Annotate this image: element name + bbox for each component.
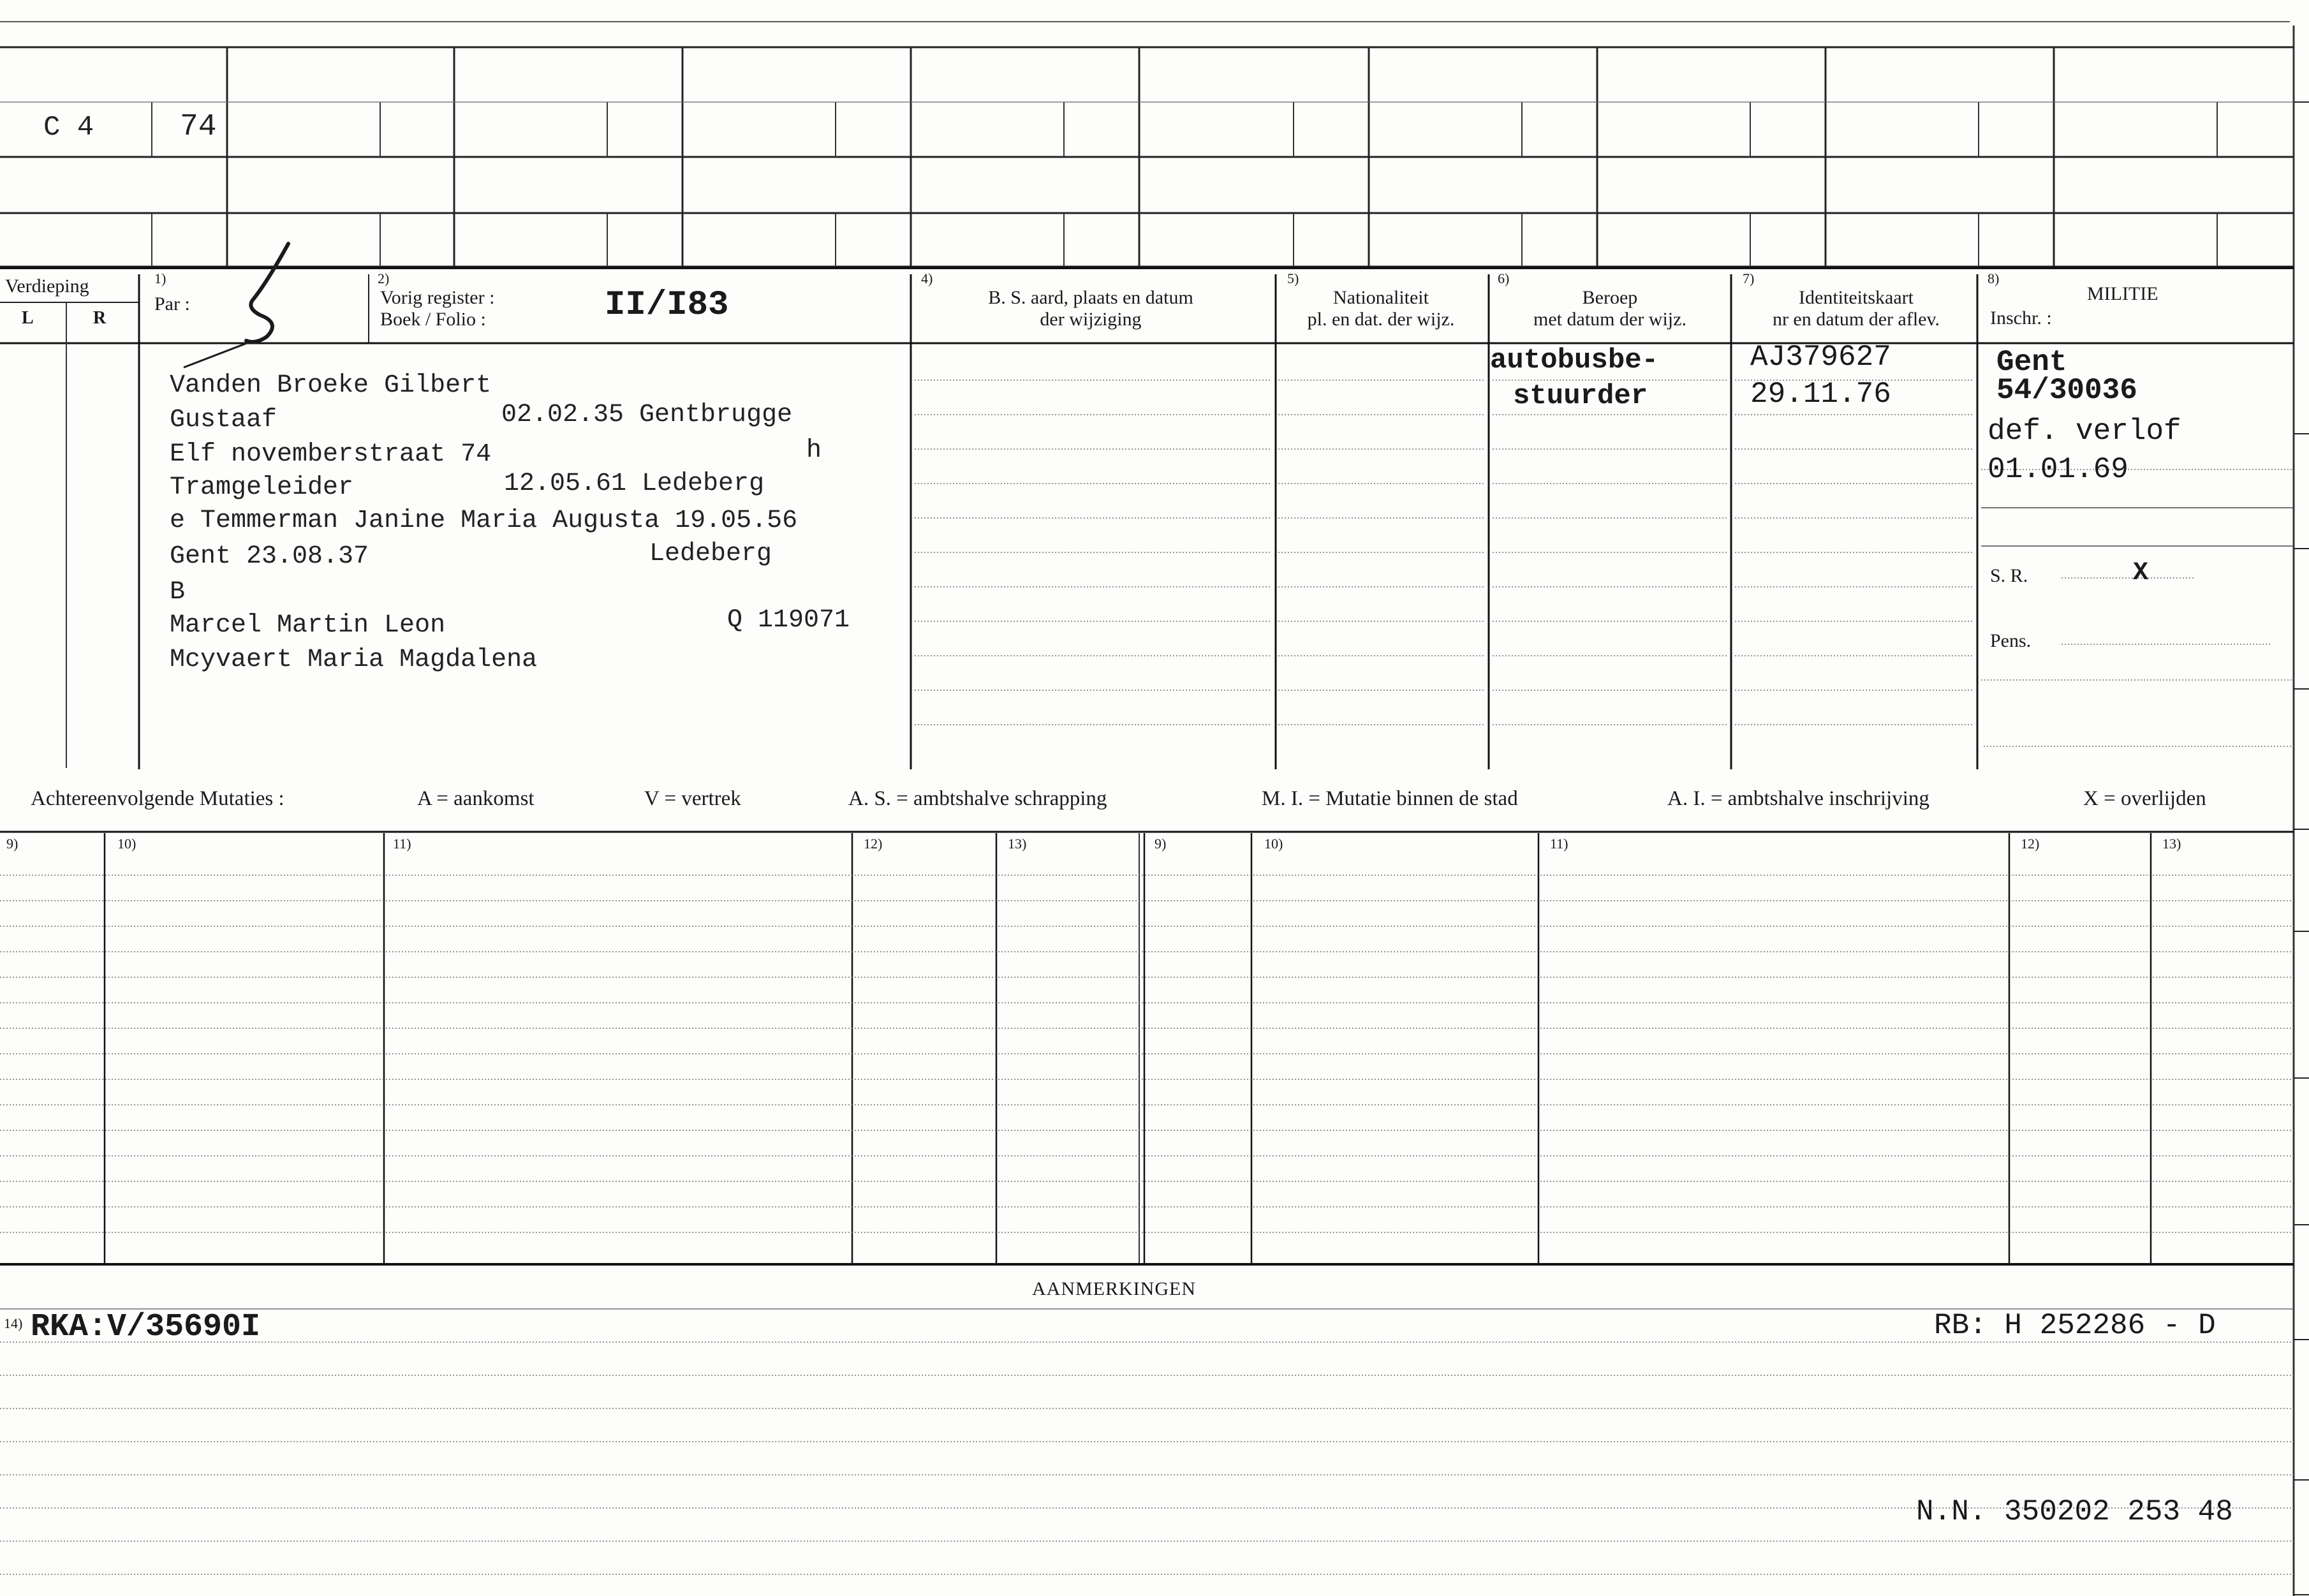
legend-schrapping: A. S. = ambtshalve schrapping bbox=[848, 787, 1107, 810]
col7-number: 7) bbox=[1743, 270, 1755, 286]
col1-label: Par : bbox=[154, 293, 190, 314]
militie-status: def. verlof bbox=[1988, 415, 2181, 448]
nationaliteit-label-2: pl. en dat. der wijz. bbox=[1307, 309, 1455, 330]
person-birth: 02.02.35 Gentbrugge bbox=[501, 401, 793, 429]
legend-vertrek: V = vertrek bbox=[644, 787, 741, 810]
col4-number: 4) bbox=[921, 270, 933, 286]
militie-place: Gent bbox=[1996, 346, 2067, 379]
beroep-label-2: met datum der wijz. bbox=[1533, 309, 1686, 330]
bs-label-1: B. S. aard, plaats en datum bbox=[988, 287, 1193, 308]
boek-folio-label: Boek / Folio : bbox=[380, 309, 486, 330]
vorig-register-label: Vorig register : bbox=[380, 287, 495, 308]
person-reference: Q 119071 bbox=[727, 606, 850, 635]
col1-number: 1) bbox=[154, 270, 166, 286]
vorig-register-value: II/I83 bbox=[605, 286, 729, 325]
sr-label: S. R. bbox=[1990, 565, 2028, 586]
national-number: N.N. 350202 253 48 bbox=[1916, 1495, 2233, 1528]
id-card-date: 29.11.76 bbox=[1750, 378, 1891, 411]
identiteit-label-2: nr en datum der aflev. bbox=[1772, 309, 1940, 330]
verdieping-l: L bbox=[22, 308, 34, 328]
person-spouse: e Temmerman Janine Maria Augusta 19.05.56 bbox=[170, 506, 798, 535]
person-nationality: B bbox=[170, 578, 186, 607]
person-firstname: Gustaaf bbox=[170, 406, 277, 434]
person-occupation: Tramgeleider bbox=[170, 473, 354, 502]
col2-number: 2) bbox=[378, 270, 390, 286]
beroep-value-2: stuurder bbox=[1513, 380, 1648, 412]
mut-col-10-right: 10) bbox=[1264, 836, 1283, 852]
col6-number: 6) bbox=[1498, 270, 1510, 286]
rka-number: RKA:V/35690I bbox=[31, 1309, 261, 1345]
legend-mutatie: M. I. = Mutatie binnen de stad bbox=[1262, 787, 1518, 810]
person-address-flag: h bbox=[806, 436, 822, 465]
aanmerkingen-title: AANMERKINGEN bbox=[1032, 1278, 1196, 1299]
building-number: 74 bbox=[180, 110, 217, 144]
person-marriage-place: Ledeberg bbox=[649, 540, 772, 568]
identiteit-label-1: Identiteitskaart bbox=[1799, 287, 1914, 308]
verdieping-label: Verdieping bbox=[5, 276, 89, 297]
person-name: Vanden Broeke Gilbert bbox=[170, 371, 492, 400]
inschr-label: Inschr. : bbox=[1990, 307, 2052, 329]
militie-date: 01.01.69 bbox=[1988, 453, 2128, 486]
mutations-title: Achtereenvolgende Mutaties : bbox=[31, 787, 284, 810]
legend-aankomst: A = aankomst bbox=[417, 787, 535, 810]
building-code: C 4 bbox=[43, 112, 94, 144]
col5-number: 5) bbox=[1287, 270, 1299, 286]
mut-col-11-right: 11) bbox=[1550, 836, 1568, 852]
sr-value: X bbox=[2133, 559, 2149, 587]
mut-col-13-left: 13) bbox=[1008, 836, 1027, 852]
id-card-number: AJ379627 bbox=[1750, 341, 1891, 374]
mut-col-12-right: 12) bbox=[2021, 836, 2040, 852]
bs-label-2: der wijziging bbox=[1040, 309, 1142, 330]
mut-col-11-left: 11) bbox=[393, 836, 411, 852]
pens-label: Pens. bbox=[1990, 630, 2032, 651]
mut-col-10-left: 10) bbox=[117, 836, 136, 852]
mut-col-12-left: 12) bbox=[864, 836, 883, 852]
legend-inschrijving: A. I. = ambtshalve inschrijving bbox=[1667, 787, 1929, 810]
mut-col-9-right: 9) bbox=[1154, 836, 1167, 852]
mut-col-9-left: 9) bbox=[6, 836, 18, 852]
mut-col-13-right: 13) bbox=[2162, 836, 2181, 852]
person-address: Elf novemberstraat 74 bbox=[170, 440, 492, 469]
rb-number: RB: H 252286 - D bbox=[1934, 1309, 2216, 1342]
nationaliteit-label-1: Nationaliteit bbox=[1333, 287, 1429, 308]
person-father: Marcel Martin Leon bbox=[170, 611, 446, 640]
militie-title: MILITIE bbox=[2087, 283, 2158, 304]
beroep-label-1: Beroep bbox=[1582, 287, 1638, 308]
col8-number: 8) bbox=[1988, 270, 2000, 286]
legend-overlijden: X = overlijden bbox=[2083, 787, 2206, 810]
militie-number: 54/30036 bbox=[1996, 374, 2137, 407]
person-occupation-date: 12.05.61 Ledeberg bbox=[504, 469, 765, 498]
person-marriage: Gent 23.08.37 bbox=[170, 542, 369, 571]
verdieping-r: R bbox=[93, 308, 107, 328]
person-mother: Mcyvaert Maria Magdalena bbox=[170, 646, 538, 674]
remarks-number: 14) bbox=[4, 1315, 23, 1331]
beroep-value-1: autobusbe- bbox=[1490, 344, 1659, 376]
